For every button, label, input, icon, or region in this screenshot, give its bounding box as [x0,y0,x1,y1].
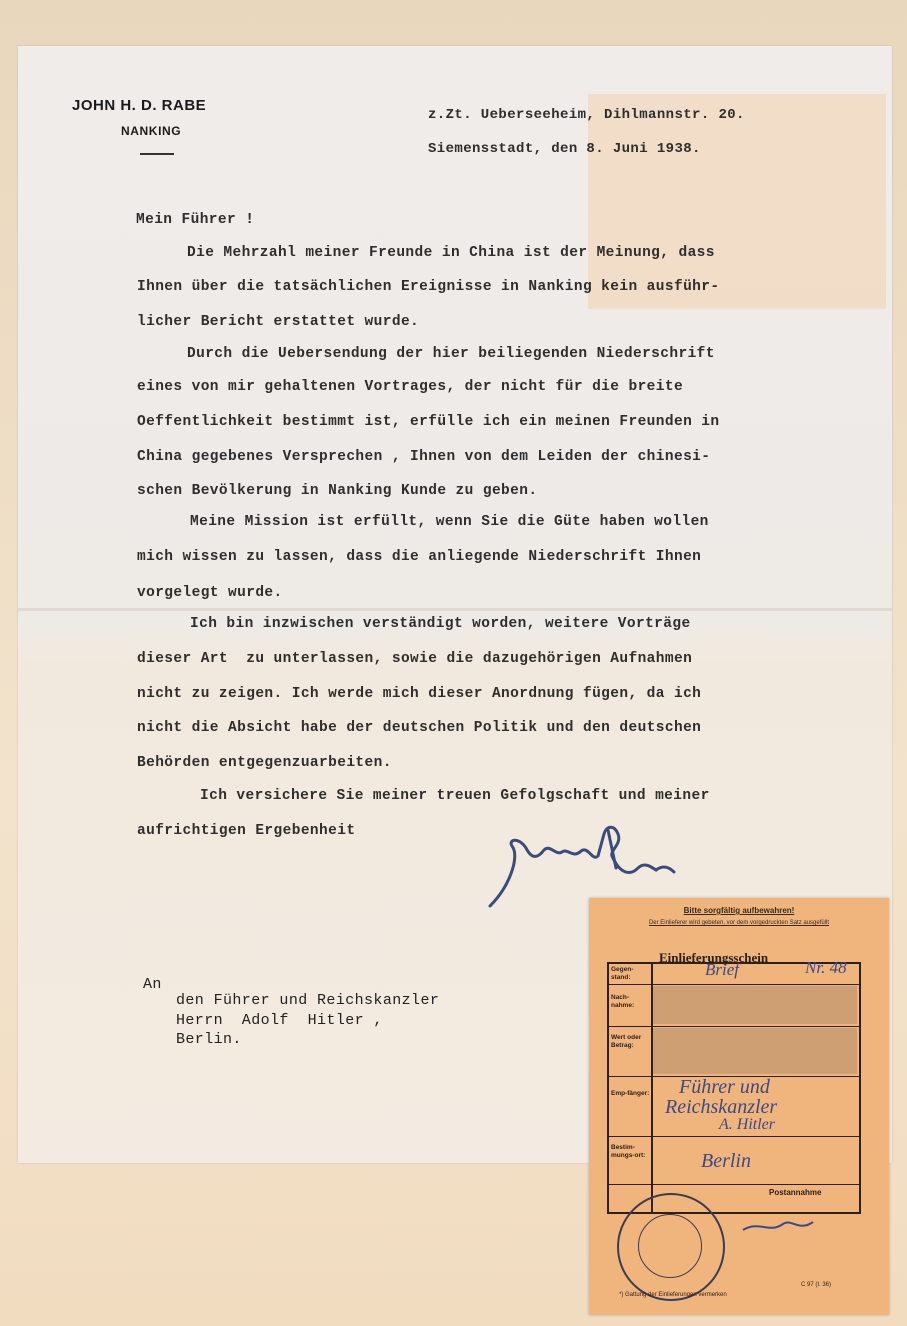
body-line: Behörden entgegenzuarbeiten. [137,755,392,771]
tape-patch [588,94,886,309]
recipient-line-3: Berlin. [176,1031,242,1048]
body-line: Ich versichere Sie meiner treuen Gefolgschaft und meiner [200,788,710,804]
receipt-title: Einlieferungsschein [659,950,769,965]
label-recipient: Emp-fänger: [611,1090,650,1097]
receipt-subnotice: Der Einlieferer wird gebeten, vor dem vorgedruckten Satz ausgefüllt [648,920,830,926]
label-kind: Gegen-stand: [611,966,634,981]
postmark-stamp-inner [638,1214,702,1278]
label-destination: Bestim-mungs-ort: [611,1144,646,1159]
recipient-line-1: den Führer und Reichskanzler [176,992,440,1009]
body-line: nicht zu zeigen. Ich werde mich dieser Anordnung fügen, da ich [137,686,702,702]
body-line: Ich bin inzwischen verständigt worden, weitere Vorträge [190,616,691,632]
address-line-1: z.Zt. Ueberseeheim, Dihlmannstr. 20. [428,107,745,123]
body-line: Ihnen über die tatsächlichen Ereignisse in Nanking kein ausführ- [137,279,720,295]
grid-row-line [609,1026,859,1027]
letterhead-city: NANKING [121,124,182,138]
body-line: mich wissen zu lassen, dass die anliegende Niederschrift Ihnen [137,549,702,565]
address-line-2: Siemensstadt, den 8. Juni 1938. [428,141,701,157]
grid-row-line [609,1136,859,1137]
body-line: aufrichtigen Ergebenheit [137,823,356,839]
body-line: dieser Art zu unterlassen, sowie die dazugehörigen Aufnahmen [137,651,693,667]
body-line: schen Bevölkerung in Nanking Kunde zu geben. [137,483,538,499]
recipient-line-2: Herrn Adolf Hitler , [176,1012,383,1029]
salutation: Mein Führer ! [136,212,255,228]
body-line: eines von mir gehaltenen Vortrages, der nicht für die breite [137,379,684,395]
body-line: Oeffentlichkeit bestimmt ist, erfülle ich ein meinen Freunden in [137,414,720,430]
handwritten-recipient-3: A. Hitler [719,1116,775,1133]
postal-acceptance-label: Postannahme [769,1188,822,1197]
handwritten-recipient-2: Reichskanzler [665,1096,778,1118]
body-line: China gegebenes Versprechen , Ihnen von dem Leiden der chinesi- [137,449,711,465]
postal-receipt-slip [589,898,889,1315]
label-value: Wert oder Betrag: [611,1034,642,1049]
label-recorded: Nach-nahme: [611,994,635,1009]
handwritten-number: Nr. 48 [805,958,847,977]
handwritten-recipient-1: Führer und [679,1076,770,1098]
letterhead-rule [140,153,174,155]
recipient-to: An [143,976,162,993]
receipt-notice: Bitte sorgfältig aufbewahren! [683,906,795,915]
receipt-form-grid [607,958,861,1214]
grid-row-line [609,1184,859,1185]
fold-line [18,608,892,611]
body-line: vorgelegt wurde. [137,585,283,601]
grid-shade [653,1028,857,1074]
body-line: Meine Mission ist erfüllt, wenn Sie die Güte haben wollen [190,514,709,530]
receipt-footnote: *) Gattung der Einlieferungen vermerken [619,1292,727,1298]
letterhead-name: JOHN H. D. RABE [72,97,207,114]
body-line: nicht die Absicht habe der deutschen Politik und den deutschen [137,720,702,736]
clerk-initials [739,1210,819,1240]
form-code: C 97 (I. 36) [801,1282,832,1288]
grid-row-line [609,984,859,985]
body-line: licher Bericht erstattet wurde. [137,314,420,330]
body-line: Die Mehrzahl meiner Freunde in China ist der Meinung, dass [187,245,715,261]
handwritten-destination: Berlin [701,1150,751,1172]
body-line: Durch die Uebersendung der hier beiliegenden Niederschrift [187,346,715,362]
handwritten-kind: Brief [705,960,739,979]
grid-shade [653,986,857,1024]
